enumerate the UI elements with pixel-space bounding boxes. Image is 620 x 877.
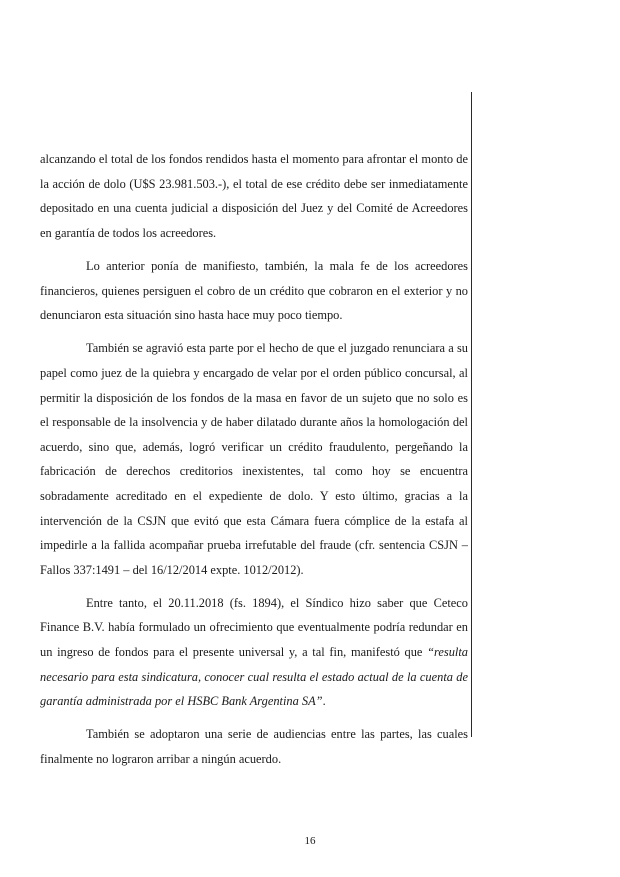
paragraph-4	[40, 591, 468, 714]
margin-rule	[471, 92, 472, 737]
page-number: 16	[304, 835, 316, 847]
paragraph-5: También se adoptaron una serie de audiencias entre las partes, las cuales finalmente no lograron arribar a ningún acuerdo.	[40, 727, 468, 767]
paragraph-3: También se agravió esta parte por el hecho de que el juzgado renunciara a su papel como juez de la quiebra y encargado de velar por el orden público concursal, al permitir la disposición de los fondos de la masa en favor de un sujeto que no solo es el responsable de la insolvencia y de haber dilatado durante años la homologación del acuerdo, sino que, además, logró verificar un crédito fraudulento, pergeñando la fabricación de derechos creditorios inexistentes, tal como hoy se encuentra sobradamente acreditado en el expediente de dolo. Y esto último, gracias a la intervención de la CSJN que evitó que esta Cámara fuera cómplice de la estafa al impedirle a la fallida acompañar prueba irrefutable del fraude (cfr. sentencia CSJN – Fallos 337:1491 – del 16/12/2014 expte. 1012/2012).	[40, 341, 468, 577]
paragraph-4-quote: “resulta necesario para esta sindicatura, conocer cual resulta el estado actual de la cuenta de garantía administrada por el HSBC Bank Argentina SA”	[40, 645, 468, 709]
paragraph-2: Lo anterior ponía de manifiesto, también, la mala fe de los acreedores financieros, quienes persiguen el cobro de un crédito que cobraron en el exterior y no denunciaron esta situación sino hasta hace muy poco tiempo.	[40, 258, 468, 323]
paragraph-1: alcanzando el total de los fondos rendidos hasta el momento para afrontar el monto de la acción de dolo (U$S 23.981.503.-), el total de ese crédito debe ser inmediatamente depositado en una cuenta judicial a disposición del Juez y del Comité de Acreedores en garantía de todos los acreedores.	[40, 152, 468, 240]
document-body	[40, 147, 468, 772]
paragraph-4-text: Entre tanto, el 20.11.2018 (fs. 1894), el Síndico hizo saber que Ceteco Finance B.V. había formulado un ofrecimiento que eventualmente podría redundar en un ingreso de fondos para el presente universal y, a tal fin, manifestó que	[40, 595, 468, 660]
paragraph-4-end: .	[322, 694, 326, 709]
